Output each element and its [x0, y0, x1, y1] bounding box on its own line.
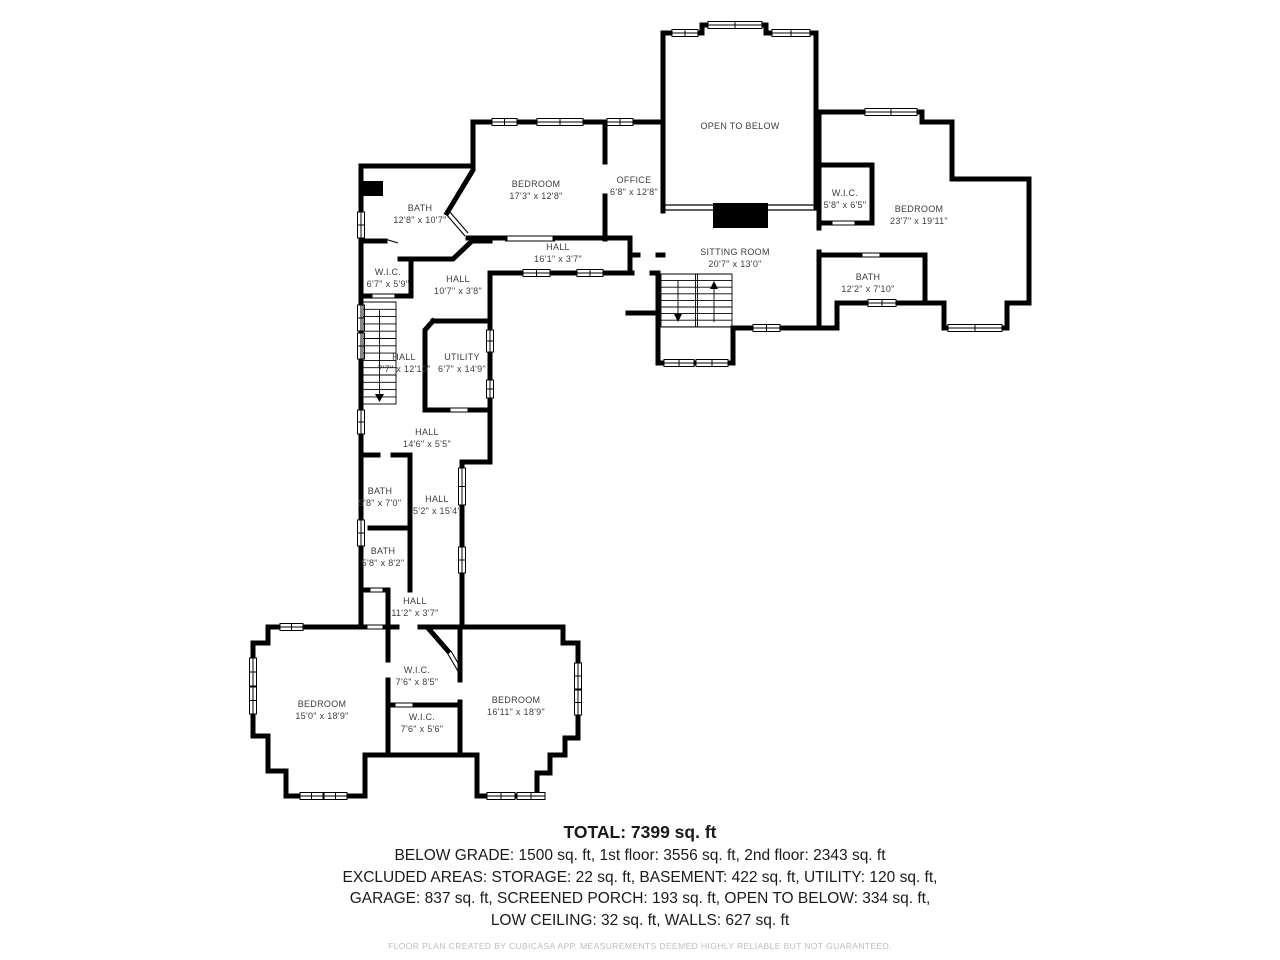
- room-label-wic-b2: [401, 712, 444, 734]
- room-label-bath-mid: [359, 486, 402, 508]
- room-label-hall-diag: [434, 274, 482, 296]
- summary-line-3: GARAGE: 837 sq. ft, SCREENED PORCH: 193 sq. ft, OPEN TO BELOW: 334 sq. ft,: [349, 890, 931, 907]
- room-label-bath-upper-left: [393, 203, 446, 225]
- room-label-bedroom-top: [509, 179, 562, 201]
- svg-text:BEDROOM: BEDROOM: [511, 179, 561, 189]
- svg-text:W.I.C.: W.I.C.: [831, 188, 859, 198]
- svg-text:5'8" x 8'2": 5'8" x 8'2": [361, 558, 405, 568]
- svg-text:6'8" x 12'8": 6'8" x 12'8": [610, 187, 658, 197]
- total-area: TOTAL: 7399 sq. ft: [563, 822, 717, 842]
- svg-text:6'7" x 5'9": 6'7" x 5'9": [366, 279, 410, 289]
- svg-text:12'2" x 7'10": 12'2" x 7'10": [841, 284, 895, 294]
- area-summary: [0, 820, 1280, 951]
- svg-text:W.I.C.: W.I.C.: [374, 267, 402, 277]
- svg-text:5'8" x 7'0": 5'8" x 7'0": [358, 498, 402, 508]
- svg-text:W.I.C.: W.I.C.: [408, 712, 436, 722]
- svg-text:7'6" x 5'6": 7'6" x 5'6": [400, 724, 444, 734]
- walls: [253, 25, 1029, 796]
- summary-line-4: LOW CEILING: 32 sq. ft, WALLS: 627 sq. ft: [490, 911, 790, 929]
- room-labels: [295, 121, 948, 734]
- disclaimer-text: FLOOR PLAN CREATED BY CUBICASA APP. MEASUREMENTS DEEMED HIGHLY RELIABLE BUT NOT GUARANTEED.: [388, 940, 892, 951]
- svg-text:HALL: HALL: [446, 274, 470, 284]
- windows: [250, 22, 1003, 800]
- svg-text:BATH: BATH: [407, 203, 433, 213]
- svg-text:7'7" x 12'10": 7'7" x 12'10": [377, 364, 431, 374]
- room-label-office: [610, 175, 658, 197]
- svg-text:14'6" x 5'5": 14'6" x 5'5": [403, 439, 451, 449]
- room-label-utility: [438, 352, 486, 374]
- svg-text:5'8" x 6'5": 5'8" x 6'5": [823, 200, 867, 210]
- room-label-wic-left: [367, 267, 410, 289]
- svg-text:17'3" x 12'8": 17'3" x 12'8": [509, 191, 563, 201]
- svg-text:BEDROOM: BEDROOM: [297, 699, 347, 709]
- svg-text:16'11" x 18'9": 16'11" x 18'9": [487, 707, 545, 717]
- room-label-bath-right: [841, 272, 894, 294]
- svg-text:HALL: HALL: [415, 427, 439, 437]
- svg-text:16'1" x 3'7": 16'1" x 3'7": [534, 254, 582, 264]
- room-label-wic-b1: [396, 665, 439, 687]
- svg-text:SITTING ROOM: SITTING ROOM: [700, 247, 770, 257]
- room-label-bedroom-right: [890, 204, 948, 226]
- room-label-open-to-below: [700, 121, 779, 131]
- svg-text:15'0" x 18'9": 15'0" x 18'9": [295, 711, 349, 721]
- svg-text:12'8" x 10'7": 12'8" x 10'7": [393, 215, 447, 225]
- svg-text:6'7" x 14'9": 6'7" x 14'9": [438, 364, 486, 374]
- room-label-bath-lower: [362, 546, 405, 568]
- svg-text:HALL: HALL: [546, 242, 570, 252]
- svg-text:BATH: BATH: [370, 546, 396, 556]
- room-label-hall-mid: [403, 427, 451, 449]
- chimney-block: [359, 181, 383, 196]
- room-label-hall-south: [413, 494, 461, 516]
- room-label-bedroom-bl: [295, 699, 348, 721]
- svg-text:BATH: BATH: [855, 272, 881, 282]
- svg-text:OFFICE: OFFICE: [616, 175, 652, 185]
- room-label-wic-right: [824, 188, 867, 210]
- landing-block: [713, 203, 768, 228]
- svg-text:5'2" x 15'4": 5'2" x 15'4": [413, 506, 461, 516]
- room-label-hall-bottom: [391, 596, 438, 618]
- svg-text:11'2" x 3'7": 11'2" x 3'7": [391, 608, 439, 618]
- svg-text:10'7" x 3'8": 10'7" x 3'8": [434, 286, 482, 296]
- svg-text:HALL: HALL: [403, 596, 427, 606]
- svg-text:20'7" x 13'0": 20'7" x 13'0": [708, 259, 762, 269]
- svg-text:W.I.C.: W.I.C.: [403, 665, 431, 675]
- svg-text:HALL: HALL: [392, 352, 416, 362]
- room-label-hall-main: [534, 242, 582, 264]
- svg-text:UTILITY: UTILITY: [444, 352, 480, 362]
- staircases: [363, 274, 732, 404]
- room-label-sitting-room: [700, 247, 770, 269]
- svg-text:BATH: BATH: [367, 486, 393, 496]
- summary-line-1: BELOW GRADE: 1500 sq. ft, 1st floor: 3556 sq. ft, 2nd floor: 2343 sq. ft: [394, 847, 886, 864]
- summary-line-2: EXCLUDED AREAS: STORAGE: 22 sq. ft, BASEMENT: 422 sq. ft, UTILITY: 120 sq. ft,: [342, 868, 938, 886]
- svg-text:BEDROOM: BEDROOM: [894, 204, 944, 214]
- svg-text:OPEN TO BELOW: OPEN TO BELOW: [700, 121, 780, 131]
- svg-text:7'6" x 8'5": 7'6" x 8'5": [395, 677, 439, 687]
- svg-text:HALL: HALL: [425, 494, 449, 504]
- svg-text:BEDROOM: BEDROOM: [491, 695, 541, 705]
- room-label-bedroom-br: [487, 695, 545, 717]
- svg-text:23'7" x 19'11": 23'7" x 19'11": [890, 216, 948, 226]
